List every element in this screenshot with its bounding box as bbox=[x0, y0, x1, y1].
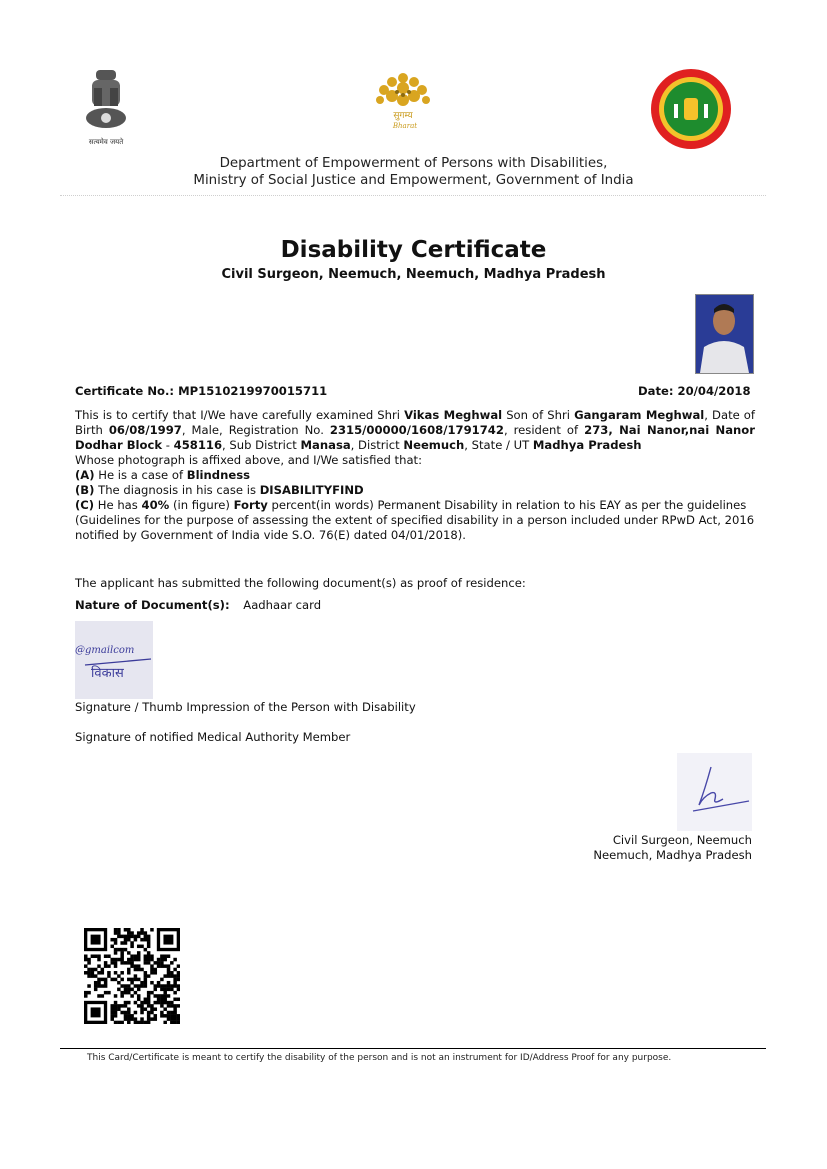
person-name: Vikas Meghwal bbox=[404, 408, 503, 422]
clause-a: (A) He is a case of Blindness bbox=[75, 468, 250, 482]
header-divider bbox=[60, 195, 766, 196]
certificate-date-value: 20/04/2018 bbox=[677, 384, 751, 398]
registration-number: 2315/00000/1608/1791742 bbox=[329, 423, 504, 437]
certificate-date-label: Date: bbox=[638, 384, 674, 398]
clause-c: (C) He has 40% (in figure) Forty percent(in words) Permanent Disability in relation to his EAY as per the guidelines (Guidelines for the purpose of assessing the extent of specified disability in a person included under RPwD Act, 2016 notified by Government of India vide S.O. 76(E) dated 04/01/2018). bbox=[75, 498, 755, 542]
pincode: 458116 bbox=[173, 438, 223, 452]
svg-text:@gmailcom: @gmailcom bbox=[75, 645, 135, 656]
applicant-photo bbox=[695, 294, 754, 374]
department-line-2: Ministry of Social Justice and Empowerment, Government of India bbox=[193, 173, 634, 188]
certification-body bbox=[75, 408, 755, 543]
sub-district: Manasa bbox=[300, 438, 351, 452]
document-nature-label: Nature of Document(s): bbox=[75, 598, 230, 612]
qr-code bbox=[84, 928, 180, 1024]
certificate-date bbox=[638, 384, 751, 398]
svg-text:विकास: विकास bbox=[91, 666, 124, 681]
authority-line-2: Neemuch, Madhya Pradesh bbox=[593, 848, 752, 862]
svg-text:सुगम्य: सुगम्य bbox=[393, 111, 413, 121]
svg-text:Bharat: Bharat bbox=[392, 122, 418, 130]
father-name: Gangaram Meghwal bbox=[574, 408, 705, 422]
applicant-signature-label: Signature / Thumb Impression of the Person with Disability bbox=[75, 700, 416, 714]
applicant-signature-image bbox=[75, 621, 153, 699]
authority-signature-image bbox=[677, 753, 752, 831]
authority-line-1: Civil Surgeon, Neemuch bbox=[612, 833, 752, 847]
footer-disclaimer: This Card/Certificate is meant to certify the disability of the person and is not an instrument for ID/Address Proof for any purpose. bbox=[87, 1053, 672, 1063]
district: Neemuch bbox=[403, 438, 465, 452]
document-nature-value: Aadhaar card bbox=[243, 598, 322, 612]
certificate-number-label: Certificate No.: bbox=[75, 384, 175, 398]
disability-percent: 40% bbox=[141, 498, 170, 512]
emblem-caption: सत्यमेव जयते bbox=[88, 138, 124, 146]
issuing-authority bbox=[560, 833, 752, 863]
certificate-number bbox=[75, 384, 327, 398]
certificate-title: Disability Certificate bbox=[280, 237, 547, 263]
certification-statement: This is to certify that I/We have carefully examined Shri Vikas Meghwal Son of Shri Gangaram Meghwal, Date of Birth 06/08/1997, Male, Registration No. 2315/00000/1608/1791742, resident of 273, Nai Nanor,nai Nanor Dodhar Block - 458116, Sub District Manasa, District Neemuch, State / UT Madhya Pradesh bbox=[75, 408, 755, 452]
ashoka-emblem-icon bbox=[82, 68, 130, 136]
madhya-pradesh-seal-icon bbox=[650, 68, 732, 150]
diagnosis: DISABILITYFIND bbox=[259, 483, 364, 497]
footer-divider bbox=[60, 1048, 766, 1049]
certificate-issuer: Civil Surgeon, Neemuch, Neemuch, Madhya Pradesh bbox=[221, 267, 606, 282]
date-of-birth: 06/08/1997 bbox=[108, 423, 182, 437]
residence-proof-intro: The applicant has submitted the following document(s) as proof of residence: bbox=[75, 576, 526, 590]
certificate-number-value: MP1510219970015711 bbox=[178, 384, 328, 398]
disability-percent-words: Forty bbox=[233, 498, 268, 512]
clause-b: (B) The diagnosis in his case is DISABILITYFIND bbox=[75, 483, 364, 497]
department-line-1: Department of Empowerment of Persons with Disabilities, bbox=[219, 156, 608, 171]
state: Madhya Pradesh bbox=[532, 438, 642, 452]
photo-statement: Whose photograph is affixed above, and I/We satisfied that: bbox=[75, 453, 422, 467]
medical-authority-signature-label: Signature of notified Medical Authority Member bbox=[75, 730, 351, 744]
document-nature bbox=[75, 598, 321, 612]
department-header bbox=[0, 155, 827, 189]
sugamya-bharat-logo-icon bbox=[372, 68, 434, 134]
address: 273, Nai Nanor,nai Nanor Dodhar Block bbox=[75, 423, 755, 452]
disability-type: Blindness bbox=[186, 468, 250, 482]
